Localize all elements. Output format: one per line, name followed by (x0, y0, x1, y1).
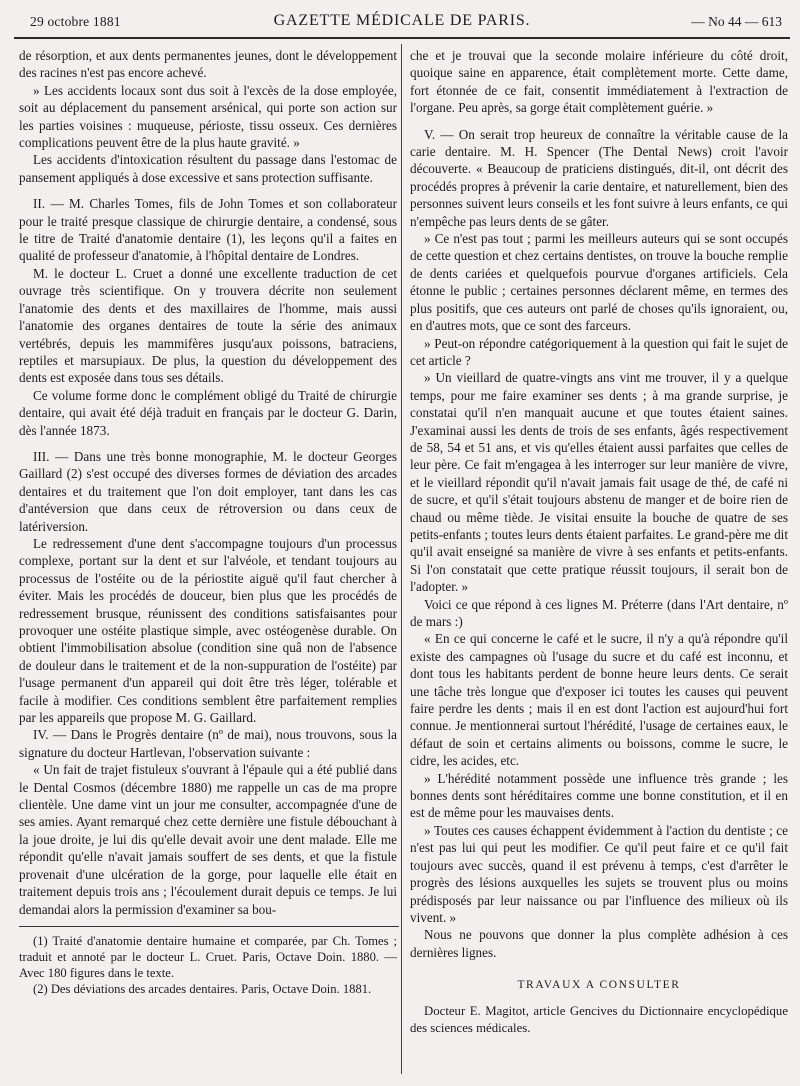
paragraph: » Un vieillard de quatre-vingts ans vint me trouver, il y a quelque temps, pour me faire examiner ses dents ; à ma grande surprise, je constatai qu'il n'en manquait aucune et que toutes étaient saines. J'examinai aussi les dents de trois de ses enfants, âgés respectivement de 58, 54 et 51 ans, et vis qu'elles étaient aussi parfaites que celles de leur père. Ce fait m'engagea à les interroger sur leur manière de vivre, et le vieillard répondit qu'il n'avait jamais fait usage de thé, de café ni de sucre, et qu'il s'était toujours abstenu de manger et de boire rien de chaud ou même tiède. Je visitai ensuite la bouche de quatre de ses petits-enfants ; toutes leurs dents étaient parfaites. Le grand-père me dit qu'il avait enseigné sa manière de vivre à ses enfants et petits-enfants. Si l'on constatait que cette pratique réussit toujours, il serait bon de l'adopter. » (410, 370, 788, 595)
paragraph: » Ce n'est pas tout ; parmi les meilleurs auteurs qui se sont occupés de cette question et chez certains dentistes, on trouve la bouche remplie de dents cariées et quelquefois pourvue d'organes artificiels. Cela étonne le public ; certaines personnes déclarent même, en termes des plus positifs, que ces auteurs ont parlé de choses qu'ils ignoraient, ou, en d'autres mots, que ce sont des farceurs. (410, 231, 788, 334)
paragraph: » L'hérédité notamment possède une influence très grande ; les bonnes dents sont héréditaires comme une bonne constitution, et il en est de même pour les mauvaises dents. (410, 770, 788, 821)
paragraph: « Un fait de trajet fistuleux s'ouvrant à l'épaule qui a été publié dans le Dental Cosmos (décembre 1880) me rappelle un cas de ma propre clientèle. Une dame vint un jour me consulter, accompagnée d'une de ses amies. Ayant remarqué chez cette dernière une fistule débouchant à la joue droite, je lui dis qu'elle devait avoir une dent malade. Elle me répondit qu'elle n'avait jamais souffert de ses dents, et que la fistule provenait d'une ulcération de la gorge, pour laquelle elle était en traitement depuis trois ans ; l'écoulement durait depuis ce temps. Je lui demandai alors la permission d'examiner sa bou- (19, 762, 397, 917)
page-header (14, 10, 790, 38)
paragraph: Voici ce que répond à ces lignes M. Préterre (dans l'Art dentaire, nº de mars :) (410, 596, 788, 629)
paragraph: III. — Dans une très bonne monographie, M. le docteur Georges Gaillard (2) s'est occupé des diverses formes de déviation des arcades dentaires et du traitement que l'on doit employer, tant dans les cas d'antéversion que dans ceux de rétroversion ou dans ceux de latériversion. (19, 448, 397, 534)
paragraph: Ce volume forme donc le complément obligé du Traité de chirurgie dentaire, qui avait été déjà traduit en français par le docteur G. Darin, dès l'année 1873. (19, 387, 397, 438)
paragraph: Les accidents d'intoxication résultent du passage dans l'estomac de pansement appliqués à dose excessive et sans protection suffisante. (19, 152, 397, 185)
footnote: (2) Des déviations des arcades dentaires. Paris, Octave Doin. 1881. (33, 981, 372, 996)
footnote: (1) Traité d'anatomie dentaire humaine et comparée, par Ch. Tomes ; traduit et annoté par le docteur L. Cruet. Paris, Octave Doin. 1880. — Avec 180 figures dans le texte. (19, 933, 397, 980)
issue-number: — No 44 — 613 (691, 14, 782, 29)
paragraph: M. le docteur L. Cruet a donné une excellente traduction de cet ouvrage très scientifique. On y trouvera décrite non seulement l'anatomie des dents et des maxillaires de l'homme, mais aussi l'anatomie des organes dentaires de toute la série des animaux vertébrés, depuis les mammifères jusqu'aux poissons, batraciens, reptiles et marsupiaux. De plus, la question du développement des dents est exposée dans tous ses détails. (19, 265, 397, 386)
paragraph: de résorption, et aux dents permanentes jeunes, dont le développement des racines n'est pas encore achevé. (19, 48, 397, 81)
reference-entry: Docteur E. Magitot, article Gencives du Dictionnaire encyclopédique des sciences médicales. (410, 1003, 788, 1035)
paragraph: Le redressement d'une dent s'accompagne toujours d'un processus complexe, portant sur la dent et sur l'alvéole, et tendant toujours au processus de l'ostéite ou de la périostite aiguë qu'il faut chercher à éviter. Mais les procédés de douceur, bien plus que les procédés de redressement brusque, réunissent des conditions satisfaisantes pour provoquer une ostéite plastique simple, avec ostéogenèse durable. On obtient l'immobilisation absolue (condition sine quâ non de l'absence de douleur dans le traitement et de la non-suppuration de l'ostéite) par l'usage permanent d'un appareil qui doit être très léger, tolérable et facile à modifier. Ces conditions semblent être parfaitement remplies par les appareils que propose M. G. Gaillard. (19, 535, 397, 726)
issue-date: 29 octobre 1881 (30, 14, 121, 29)
left-column (19, 47, 397, 997)
journal-title: GAZETTE MÉDICALE DE PARIS. (273, 12, 531, 29)
footnote-rule (19, 926, 399, 927)
paragraph: Nous ne pouvons que donner la plus complète adhésion à ces dernières lignes. (410, 927, 788, 960)
paragraph: « En ce qui concerne le café et le sucre, il n'y a qu'à répondre qu'il existe des campagnes où l'usage du sucre et du café est inconnu, et dont tous les habitants perdent de bonne heure leurs dents. Ce serait une tâche très longue que d'exposer ici toutes les causes qui peuvent faire perdre les dents ; mais il en est dont l'action est aujourd'hui fort connue. Je mentionnerai surtout l'hérédité, l'usage de certaines eaux, le défaut de soin et certains aliments ou boissons, comme le sucre, le cidre, les acides, etc. (410, 631, 788, 769)
references-title: TRAVAUX A CONSULTER (517, 979, 681, 992)
header-rule (14, 37, 790, 39)
paragraph: » Toutes ces causes échappent évidemment à l'action du dentiste ; ce n'est pas lui qui peut les modifier. Ce qu'il peut faire et ce qu'il fait toujours avec succès, quand il est prévenu à temps, c'est d'arrêter le progrès des lésions auxquelles les sujets se trouvent plus ou moins prédisposés par leur naissance ou par l'influence des milieux où ils vivent. » (410, 822, 788, 925)
paragraph: » Peut-on répondre catégoriquement à la question qui fait le sujet de cet article ? (410, 335, 788, 368)
paragraph: V. — On serait trop heureux de connaître la véritable cause de la carie dentaire. M. H. Spencer (The Dental News) croit l'avoir découverte. « Beaucoup de praticiens distingués, dit-il, ont décrit des procédés propres à prévenir la carie dentaire, et naturellement, bien des personnes suivent leurs conseils et les font suivre à leurs enfants, ce qui n'empêche pas leurs dents de se gâter. (410, 126, 788, 229)
paragraph: IV. — Dans le Progrès dentaire (nº de mai), nous trouvons, sous la signature du docteur Hartlevan, l'observation suivante : (19, 727, 397, 760)
paragraph: » Les accidents locaux sont dus soit à l'excès de la dose employée, soit au déplacement du pansement arsénical, qui porte son action sur les parties voisines : muqueuse, périoste, tissu osseux. Ces dernières complications peuvent être de la plus haute gravité. » (19, 82, 397, 151)
right-column (410, 47, 788, 1037)
paragraph: che et je trouvai que la seconde molaire inférieure du côté droit, quoique saine en apparence, était complètement morte. Cette dame, fort étonnée de ce fait, consentit immédiatement à l'extraction de l'organe. Peu après, sa gorge était complètement guérie. » (410, 48, 788, 116)
paragraph: II. — M. Charles Tomes, fils de John Tomes et son collaborateur pour le traité presque classique de chirurgie dentaire, a condensé, sous le titre de Traité d'anatomie dentaire (1), les leçons qu'il a faites en qualité de professeur d'anatomie, à l'hôpital dentaire de Londres. (19, 196, 397, 264)
column-divider (401, 44, 402, 1074)
